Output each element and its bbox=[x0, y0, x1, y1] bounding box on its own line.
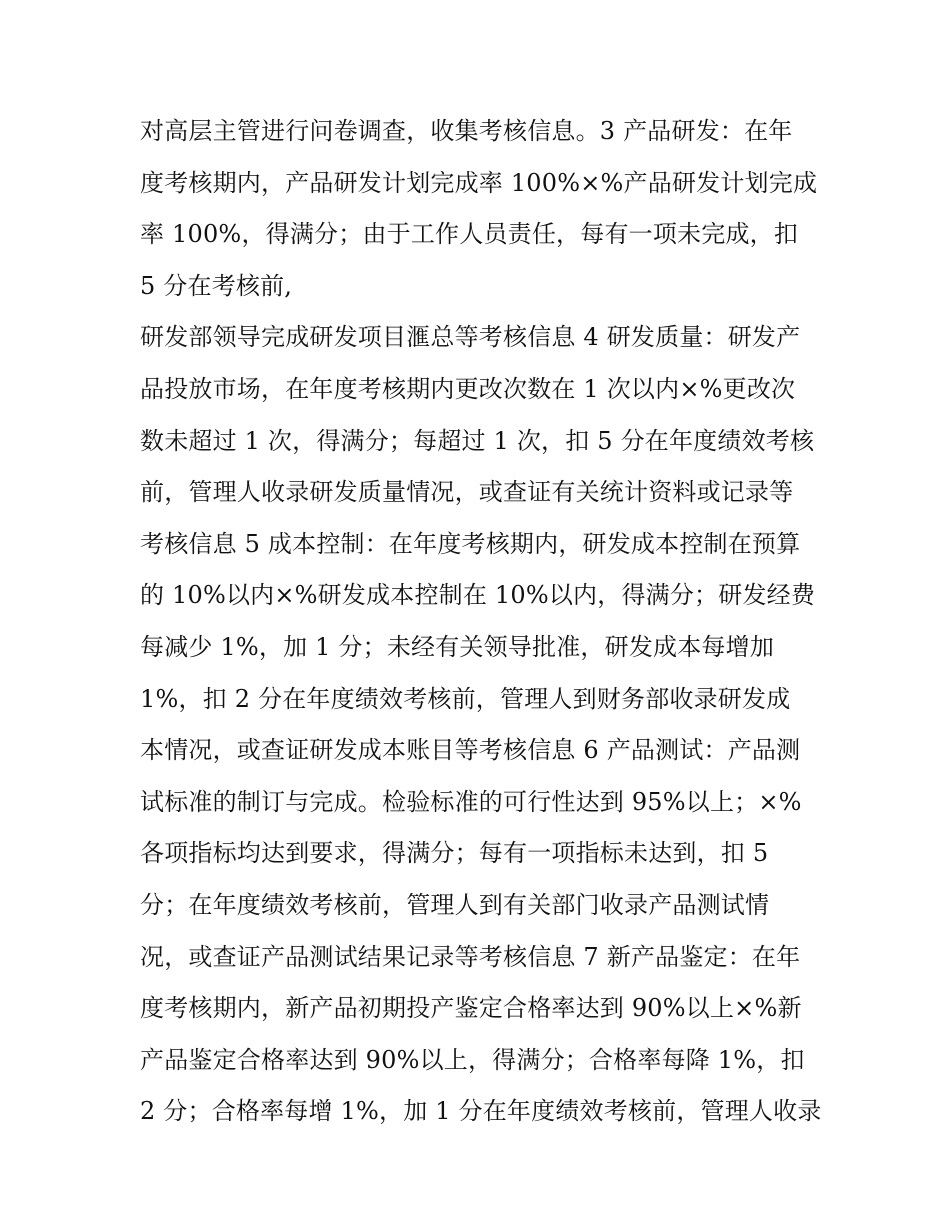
text-line-16: 分；在年度绩效考核前，管理人到有关部门收录产品测试情 bbox=[140, 890, 770, 919]
text-line-6: 品投放市场，在年度考核期内更改次数在 1 次以内×%更改次 bbox=[140, 374, 796, 403]
text-line-8: 前，管理人收录研发质量情况，或查证有关统计资料或记录等 bbox=[140, 478, 794, 507]
body-text bbox=[140, 106, 820, 1138]
text-line-13: 本情况，或查证研发成本账目等考核信息 6 产品测试：产品测 bbox=[140, 736, 801, 765]
text-line-7: 数未超过 1 次，得满分；每超过 1 次，扣 5 分在年度绩效考核 bbox=[140, 426, 815, 455]
text-line-11: 每减少 1%，加 1 分；未经有关领导批准，研发成本每增加 bbox=[140, 632, 775, 661]
text-line-1: 对高层主管进行问卷调查，收集考核信息。3 产品研发：在年 bbox=[140, 117, 793, 145]
text-line-14: 试标准的制订与完成。检验标准的可行性达到 95%以上；×% bbox=[140, 787, 802, 816]
text-line-20: 2 分；合格率每增 1%，加 1 分在年度绩效考核前，管理人收录 bbox=[140, 1097, 822, 1126]
text-line-10: 的 10%以内×%研发成本控制在 10%以内，得满分；研发经费 bbox=[140, 581, 816, 610]
text-line-5: 研发部领导完成研发项目滙总等考核信息 4 研发质量：研发产 bbox=[140, 323, 801, 352]
text-line-3: 率 100%，得满分；由于工作人员责任，每有一项未完成，扣 bbox=[140, 220, 799, 249]
text-line-4: 5 分在考核前, bbox=[140, 271, 293, 300]
text-line-19: 产品鉴定合格率达到 90%以上，得满分；合格率每降 1%，扣 bbox=[140, 1045, 805, 1074]
text-line-17: 况，或查证产品测试结果记录等考核信息 7 新产品鉴定：在年 bbox=[140, 942, 801, 971]
text-line-15: 各项指标均达到要求，得满分；每有一项指标未达到，扣 5 bbox=[140, 839, 769, 868]
text-line-18: 度考核期内，新产品初期投产鉴定合格率达到 90%以上×%新 bbox=[140, 994, 802, 1023]
text-line-9: 考核信息 5 成本控制：在年度考核期内，研发成本控制在预算 bbox=[140, 529, 801, 558]
text-line-2: 度考核期内，产品研发计划完成率 100%×%产品研发计划完成 bbox=[140, 168, 818, 197]
text-line-12: 1%，扣 2 分在年度绩效考核前，管理人到财务部收录研发成 bbox=[140, 684, 791, 713]
